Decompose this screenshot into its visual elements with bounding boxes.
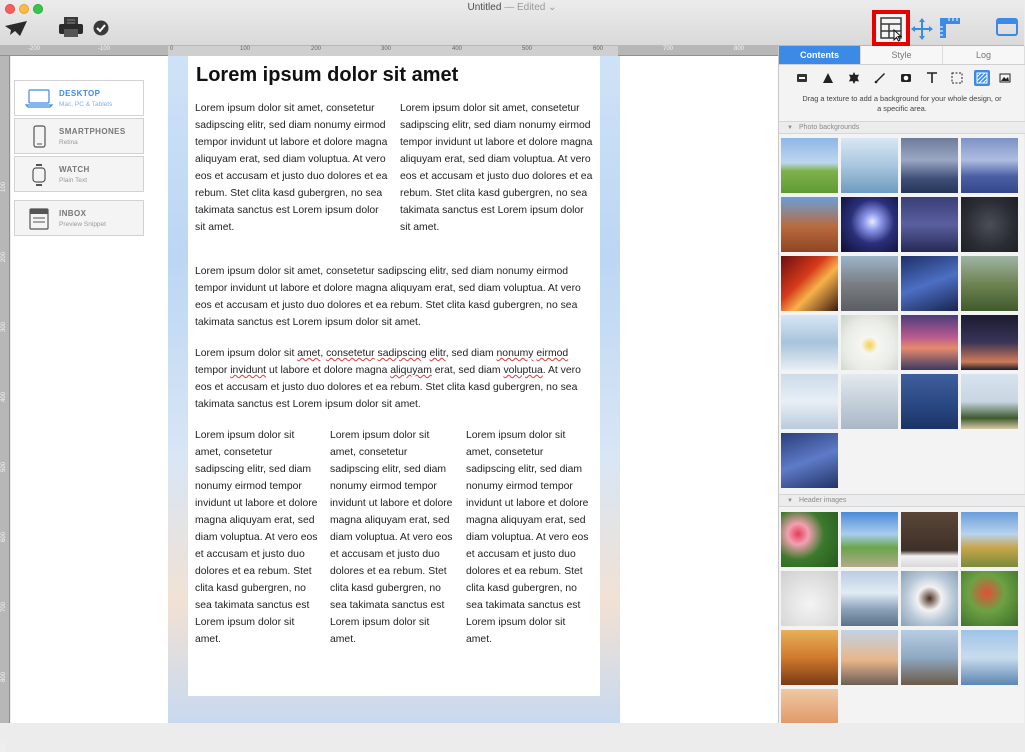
text-block-full[interactable]: Lorem ipsum dolor sit amet, consetetur sadipscing elitr, sed diam nonumy eirmod tempor invidunt ut labore et dolore magna aliquyam erat, sed diam voluptua. At vero eos et accusam et justo duo dolores et ea rebum. Stet clita kasd gubergren, no sea takimata sanctus est Lorem ipsum dolor sit amet.: [195, 266, 581, 328]
ruler-label: 800: [1, 671, 7, 682]
tab-contents[interactable]: Contents: [779, 46, 861, 64]
ruler-label: 700: [1, 601, 7, 612]
chevron-down-icon[interactable]: ⌄: [548, 2, 557, 13]
device-name: DESKTOP: [59, 89, 101, 98]
text-block-column-left[interactable]: Lorem ipsum dolor sit amet, consetetur sadipscing elitr, sed diam nonumy eirmod tempor invidunt ut labore et dolore magna aliquyam erat, sed diam voluptua. At vero eos et accusam et justo duo dolores et ea rebum. Stet clita kasd gubergren, no sea takimata sanctus est Lorem ipsum dolor sit amet.: [195, 103, 388, 233]
title-bar: [0, 0, 1024, 46]
misspelled-word[interactable]: sadipscing: [377, 348, 427, 359]
ruler-label: 300: [1, 321, 7, 332]
misspelled-word[interactable]: nonumy: [496, 348, 534, 359]
ruler-label: 500: [522, 46, 533, 52]
section-label: Header images: [798, 497, 847, 504]
header-thumb[interactable]: [901, 571, 958, 626]
photo-thumb[interactable]: [781, 374, 838, 429]
tab-log[interactable]: Log: [943, 46, 1025, 64]
move-icon[interactable]: [911, 18, 933, 40]
ruler-label: 500: [1, 461, 7, 472]
ruler-label: 0: [170, 46, 174, 52]
text-block-col-2[interactable]: Lorem ipsum dolor sit amet, consetetur sadipscing elitr, sed diam nonumy eirmod tempor invidunt ut labore et dolore magna aliquyam erat, sed diam voluptua. At vero eos et accusam et justo duo dolores et ea rebum. Stet clita kasd gubergren, no sea takimata sanctus est Lorem ipsum dolor sit amet.: [330, 430, 453, 645]
document-body[interactable]: [188, 56, 600, 696]
device-subtitle: Retina: [59, 139, 78, 146]
text-block-column-right[interactable]: Lorem ipsum dolor sit amet, consetetur sadipscing elitr, sed diam nonumy eirmod tempor invidunt ut labore et dolore magna aliquyam erat, sed diam voluptua. At vero eos et accusam et justo duo dolores et ea rebum. Stet clita kasd gubergren, no sea takimata sanctus est Lorem ipsum dolor sit amet.: [400, 103, 593, 233]
misspelled-word[interactable]: invidunt: [230, 365, 267, 376]
device-smartphones[interactable]: [14, 118, 144, 154]
text-run: , sed diam: [445, 348, 497, 359]
photo-thumb[interactable]: [781, 315, 838, 370]
ruler-icon[interactable]: [938, 16, 962, 40]
ruler-label: -100: [98, 46, 111, 52]
document-name: Untitled: [467, 2, 502, 13]
text-block-spellcheck[interactable]: [195, 345, 591, 413]
header-thumb[interactable]: [841, 571, 898, 626]
header-thumb[interactable]: [841, 630, 898, 685]
text-block-col-3[interactable]: Lorem ipsum dolor sit amet, consetetur sadipscing elitr, sed diam nonumy eirmod tempor invidunt ut labore et dolore magna aliquyam erat, sed diam voluptua. At vero eos et accusam et justo duo dolores et ea rebum. Stet clita kasd gubergren, no sea takimata sanctus est Lorem ipsum dolor sit amet.: [466, 430, 589, 645]
ruler-label: 200: [311, 46, 322, 52]
ruler-label: 900: [1, 741, 7, 752]
panel-tabs: [779, 46, 1025, 65]
photo-thumb[interactable]: [841, 374, 898, 429]
device-subtitle: Plain Text: [59, 177, 88, 184]
watch-icon: [25, 163, 53, 187]
device-watch[interactable]: [14, 156, 144, 192]
header-thumb[interactable]: [781, 689, 838, 723]
image-icon[interactable]: [997, 70, 1013, 86]
misspelled-word[interactable]: amet: [297, 348, 321, 359]
device-subtitle: Mac, PC & Tablets: [59, 101, 113, 108]
text-run: Lorem ipsum dolor sit: [195, 348, 298, 359]
tab-style[interactable]: Style: [861, 46, 943, 64]
window-icon[interactable]: [996, 18, 1018, 36]
header-thumb[interactable]: [841, 512, 898, 567]
photo-thumb[interactable]: [901, 315, 958, 370]
photo-thumb[interactable]: [961, 315, 1018, 370]
text-run: tempor: [195, 365, 231, 376]
workspace-right: [620, 56, 778, 723]
device-list: [14, 80, 144, 238]
photo-thumb[interactable]: [961, 374, 1018, 429]
header-thumb[interactable]: [901, 630, 958, 685]
photo-thumb[interactable]: [841, 315, 898, 370]
device-desktop[interactable]: [14, 80, 144, 116]
inspector-panel: [778, 46, 1024, 723]
selection-icon[interactable]: [949, 70, 965, 86]
photo-icon[interactable]: [898, 70, 914, 86]
ruler-label: 100: [240, 46, 251, 52]
phone-icon: [25, 125, 53, 149]
ruler-active-range: [168, 46, 618, 56]
header-thumb[interactable]: [901, 512, 958, 567]
ruler-label: 700: [663, 46, 674, 52]
ruler-label: 300: [381, 46, 392, 52]
section-header-images[interactable]: [779, 494, 1025, 507]
triangle-down-icon: ▼: [787, 498, 793, 504]
edited-status: — Edited: [504, 2, 546, 13]
text-block-col-1[interactable]: Lorem ipsum dolor sit amet, consetetur sadipscing elitr, sed diam nonumy eirmod tempor invidunt ut labore et dolore magna aliquyam erat, sed diam voluptua. At vero eos et accusam et justo duo dolores et ea rebum. Stet clita kasd gubergren, no sea takimata sanctus est Lorem ipsum dolor sit amet.: [195, 430, 318, 645]
hint-text: Drag a texture to add a background for your whole design, or a specific area.: [802, 94, 1002, 113]
header-thumb[interactable]: [781, 571, 838, 626]
page-title[interactable]: Lorem ipsum dolor sit amet: [196, 64, 459, 86]
window-title: [0, 2, 1024, 13]
photo-thumb[interactable]: [781, 433, 838, 488]
ruler-label: -200: [28, 46, 41, 52]
photo-thumb[interactable]: [781, 197, 838, 252]
text-run: . At vero eos et accusam et justo duo dolores et ea rebum. Stet clita kasd gubergren, no sea takimata sanctus est Lorem ipsum dolor sit amet.: [195, 365, 581, 410]
photo-thumb[interactable]: [901, 197, 958, 252]
ruler-label: 600: [1, 531, 7, 542]
photo-thumb[interactable]: [901, 256, 958, 311]
vertical-ruler[interactable]: [0, 56, 10, 752]
device-name: INBOX: [59, 209, 87, 218]
layout-grid-icon[interactable]: [879, 16, 905, 42]
header-thumb[interactable]: [781, 512, 838, 567]
photo-thumb[interactable]: [961, 138, 1018, 193]
send-icon[interactable]: [4, 20, 28, 38]
text-run: ,: [320, 348, 327, 359]
photo-thumb[interactable]: [901, 374, 958, 429]
section-label: Photo backgrounds: [798, 124, 860, 131]
ruler-label: 600: [593, 46, 604, 52]
section-photo-backgrounds[interactable]: [779, 121, 1025, 134]
misspelled-word[interactable]: consetetur: [326, 348, 375, 359]
text-icon[interactable]: [924, 70, 940, 86]
header-thumb[interactable]: [961, 630, 1018, 685]
check-circle-icon[interactable]: [93, 20, 109, 36]
misspelled-word[interactable]: aliquyam: [390, 365, 432, 376]
misspelled-word[interactable]: eirmod: [536, 348, 569, 359]
inbox-icon: [25, 207, 53, 231]
badge-icon[interactable]: [846, 70, 862, 86]
text-run: ut labore et dolore magna: [266, 365, 391, 376]
device-inbox[interactable]: [14, 200, 144, 236]
image-block-icon[interactable]: [794, 70, 810, 86]
triangle-icon[interactable]: [820, 70, 836, 86]
ruler-label: 100: [1, 181, 7, 192]
printer-icon[interactable]: [58, 16, 84, 38]
text-run: erat, sed diam: [431, 365, 504, 376]
dropper-icon[interactable]: [872, 70, 888, 86]
photo-thumb[interactable]: [961, 197, 1018, 252]
device-name: WATCH: [59, 165, 90, 174]
ruler-label: 200: [1, 251, 7, 262]
photo-thumb[interactable]: [901, 138, 958, 193]
photo-thumb[interactable]: [841, 138, 898, 193]
ruler-label: 400: [452, 46, 463, 52]
photo-thumb[interactable]: [781, 256, 838, 311]
device-subtitle: Preview Snippet: [59, 221, 106, 228]
misspelled-word[interactable]: elitr: [429, 348, 446, 359]
photo-thumb[interactable]: [841, 256, 898, 311]
laptop-icon: [25, 87, 53, 109]
header-thumb[interactable]: [961, 512, 1018, 567]
texture-hint: [779, 94, 1025, 114]
texture-icon[interactable]: [974, 70, 990, 86]
misspelled-word[interactable]: voluptua: [503, 365, 543, 376]
photo-thumb[interactable]: [961, 256, 1018, 311]
horizontal-ruler[interactable]: [0, 46, 778, 56]
ruler-label: 400: [1, 391, 7, 402]
header-thumb[interactable]: [781, 630, 838, 685]
header-thumb[interactable]: [961, 571, 1018, 626]
photo-thumb[interactable]: [841, 197, 898, 252]
triangle-down-icon: ▼: [787, 125, 793, 131]
device-name: SMARTPHONES: [59, 127, 126, 136]
ruler-label: 800: [734, 46, 745, 52]
content-tools: [779, 68, 1025, 88]
photo-thumb[interactable]: [781, 138, 838, 193]
